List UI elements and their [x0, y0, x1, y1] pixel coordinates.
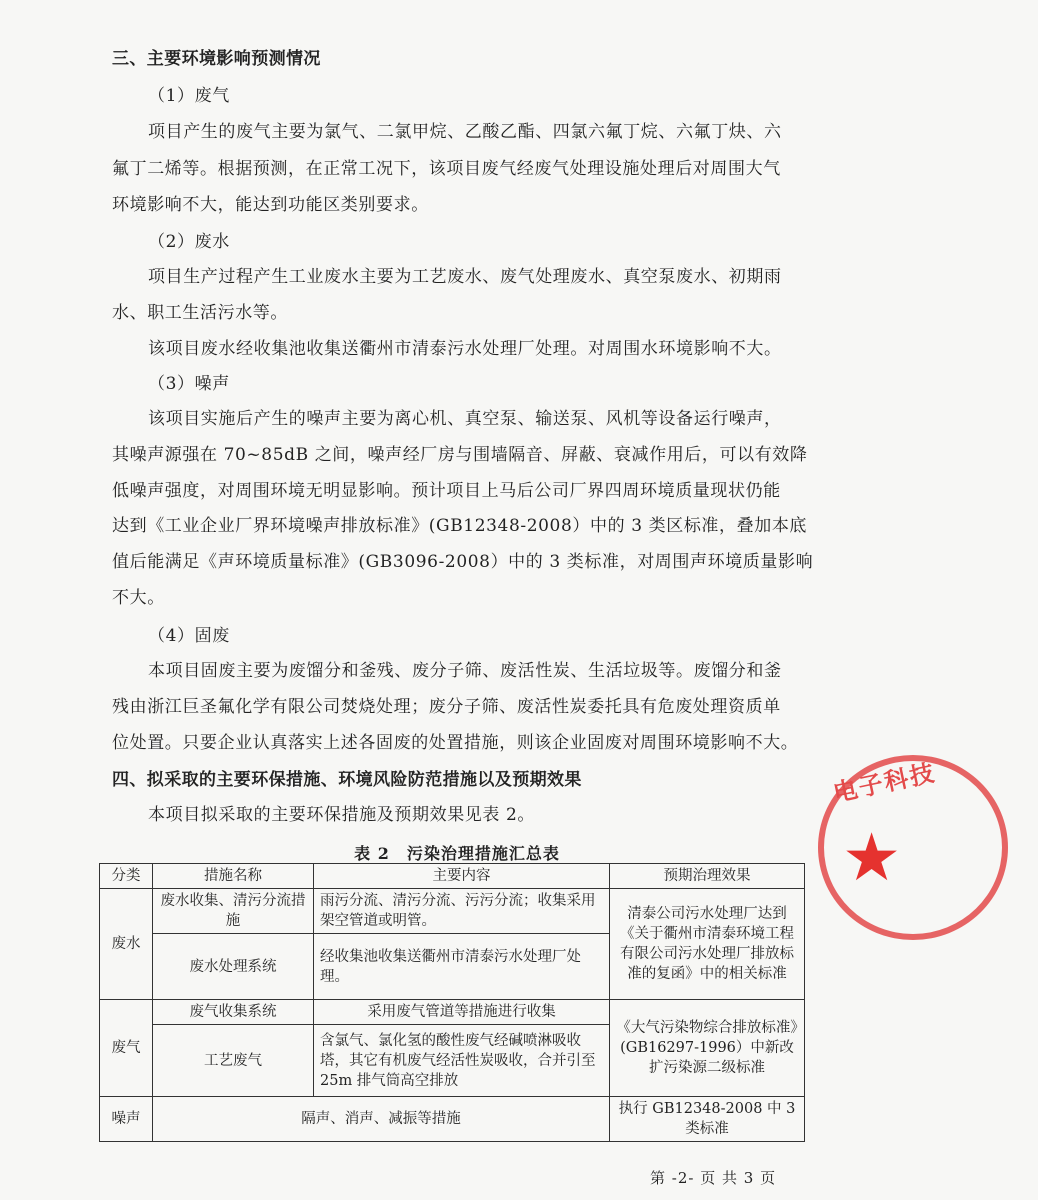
- waste-gas-para-line2: 氟丁二烯等。根据预测，在正常工况下，该项目废气经废气处理设施处理后对周围大气: [112, 159, 781, 179]
- table-row: [100, 1000, 805, 1025]
- measure-name-cell: 工艺废气: [153, 1025, 314, 1097]
- noise-para-line1: 该项目实施后产生的噪声主要为离心机、真空泵、输送泵、风机等设备运行噪声，: [148, 409, 782, 429]
- content-cell: 雨污分流、清污分流、污污分流；收集采用架空管道或明管。: [314, 889, 610, 934]
- company-seal: [818, 755, 1038, 945]
- solid-waste-para-line1: 本项目固废主要为废馏分和釜残、废分子筛、废活性炭、生活垃圾等。废馏分和釜: [148, 661, 782, 681]
- measure-name-cell: 废水处理系统: [153, 934, 314, 1000]
- waste-gas-title: （1）废气: [148, 86, 230, 106]
- effect-cell: 执行 GB12348-2008 中 3 类标准: [610, 1097, 805, 1142]
- header-main-content: 主要内容: [314, 864, 610, 889]
- table-caption: 表 2 污染治理措施汇总表: [354, 844, 560, 863]
- table-header-row: [100, 864, 805, 889]
- table-row: [100, 1097, 805, 1142]
- header-expected-effect: 预期治理效果: [610, 864, 805, 889]
- pollution-measures-table: [99, 863, 805, 1142]
- noise-para-line2: 其噪声源强在 70~85dB 之间，噪声经厂房与围墙隔音、屏蔽、衰减作用后，可以有效降: [112, 445, 808, 465]
- table-row: [100, 889, 805, 934]
- measure-name-cell: 废气收集系统: [153, 1000, 314, 1025]
- waste-water-para-line3: 该项目废水经收集池收集送衢州市清泰污水处理厂处理。对周围水环境影响不大。: [148, 339, 782, 359]
- solid-waste-title: （4）固废: [148, 626, 230, 646]
- waste-water-para-line1: 项目生产过程产生工业废水主要为工艺废水、废气处理废水、真空泵废水、初期雨: [148, 267, 782, 287]
- effect-cell: 《大气污染物综合排放标准》(GB16297-1996）中新改扩污染源二级标准: [610, 1000, 805, 1097]
- header-measure-name: 措施名称: [153, 864, 314, 889]
- category-cell: 噪声: [100, 1097, 153, 1142]
- content-cell: 采用废气管道等措施进行收集: [314, 1000, 610, 1025]
- content-cell: 隔声、消声、减振等措施: [153, 1097, 610, 1142]
- noise-para-line5: 值后能满足《声环境质量标准》(GB3096-2008）中的 3 类标准，对周围声环境质量影响: [112, 552, 814, 572]
- section-4-para: 本项目拟采取的主要环保措施及预期效果见表 2。: [148, 805, 536, 825]
- waste-gas-para-line3: 环境影响不大，能达到功能区类别要求。: [112, 195, 429, 215]
- noise-para-line4: 达到《工业企业厂界环境噪声排放标准》(GB12348-2008）中的 3 类区标准，叠加本底: [112, 516, 808, 536]
- category-cell: 废水: [100, 889, 153, 1000]
- measure-name-cell: 废水收集、清污分流措施: [153, 889, 314, 934]
- category-cell: 废气: [100, 1000, 153, 1097]
- solid-waste-para-line3: 位处置。只要企业认真落实上述各固废的处置措施，则该企业固废对周围环境影响不大。: [112, 733, 799, 753]
- waste-water-title: （2）废水: [148, 232, 230, 252]
- noise-title: （3）噪声: [148, 374, 230, 394]
- content-cell: 经收集池收集送衢州市清泰污水处理厂处理。: [314, 934, 610, 1000]
- content-cell: 含氯气、氯化氢的酸性废气经碱喷淋吸收塔，其它有机废气经活性炭吸收，合并引至 25m 排气筒高空排放: [314, 1025, 610, 1097]
- waste-water-para-line2: 水、职工生活污水等。: [112, 303, 288, 323]
- effect-cell: 清泰公司污水处理厂达到《关于衢州市清泰环境工程有限公司污水处理厂排放标准的复函》中的相关标准: [610, 889, 805, 1000]
- noise-para-line3: 低噪声强度，对周围环境无明显影响。预计项目上马后公司厂界四周环境质量现状仍能: [112, 481, 781, 501]
- seal-text: 电子科技: [830, 757, 939, 808]
- section-3-title: 三、主要环境影响预测情况: [112, 49, 321, 69]
- waste-gas-para-line1: 项目产生的废气主要为氯气、二氯甲烷、乙酸乙酯、四氯六氟丁烷、六氟丁炔、六: [148, 122, 782, 142]
- header-category: 分类: [100, 864, 153, 889]
- solid-waste-para-line2: 残由浙江巨圣氟化学有限公司焚烧处理；废分子筛、废活性炭委托具有危废处理资质单: [112, 697, 781, 717]
- noise-para-line6: 不大。: [112, 588, 165, 608]
- star-icon: ★: [842, 819, 902, 896]
- section-4-title: 四、拟采取的主要环保措施、环境风险防范措施以及预期效果: [112, 770, 582, 790]
- page-footer: 第 -2- 页 共 3 页: [650, 1169, 777, 1187]
